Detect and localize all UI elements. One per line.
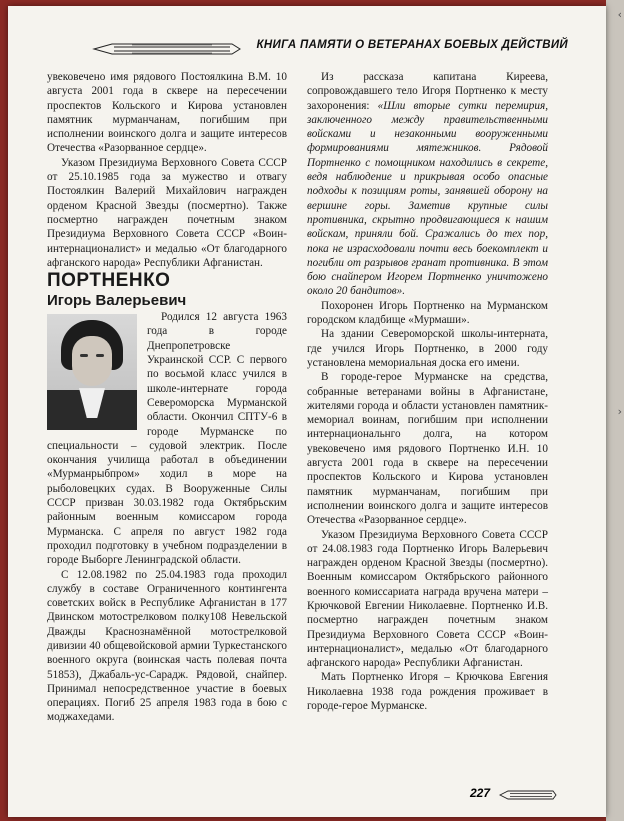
paragraph: С 12.08.1982 по 25.04.1983 года проходил службу в составе Ограниченного контингента советских войск в Республике Афганистан в 177 Двинском мотострелковом полку108 Невельской Дважды Краснознамённой мотострелковой дивизии 40 общевойсковой армии Туркестанского военного округа (воинская часть полевая почта 51853), Джабаль-ус-Сарадж. Рядовой, снайпер. Принимал непосредственное участие в боевых операциях. Погиб 25 апреля 1983 года в бою с моджахедами. xyxy=(47,568,287,724)
chevron-right-icon[interactable]: › xyxy=(617,405,622,418)
paragraph: Похоронен Игорь Портненко на Мурманском городском кладбище «Мурмаши». xyxy=(307,299,548,327)
paragraph: Указом Президиума Верховного Совета СССР от 24.08.1983 года Портненко Игорь Валерьевич награжден орденом Красной Звезды (посмертно). Военным комиссаром Октябрьского районного военного комиссариата награда вручена матери – Крючковой Евгении Николаевне. Портненко И.В. посмертно награжден почетным знаком Президиума Верховного Совета СССР «Воин-интернационалист», медалью «От благодарного афганского народа» Республики Афганистан. xyxy=(307,528,548,670)
page-number: 227 xyxy=(470,786,491,800)
quote-text: «Шли вторые сутки перемирия, заключенного между правительственными войсками и незаконными вооруженными формированиями мятежников. Рядовой Портненко с помощником находились в секрете, ведя наблюдение и прикрывая особо опасные подходы к позициям роты, занявшей оборону на вершине горы. Заметив крупные силы противника, скрытно продвигающиеся к нашим войскам, приняли бой. Сражались до тех пор, пока не израсходовали почти весь боекомплект и погибли от разрывов гранат противника. В этом бою снайпером Игорем Портненко уничтожено около 20 бандитов». xyxy=(307,99,548,298)
paragraph xyxy=(307,70,548,299)
quote-intro: Из рассказа капитана Киреева, сопровождавшего тело Игоря Портненко к месту захоронения: xyxy=(307,71,548,112)
portrait-photo xyxy=(47,314,137,430)
right-column xyxy=(307,70,548,713)
person-surname: ПОРТНЕНКО xyxy=(47,270,171,292)
paragraph: увековечено имя рядового Постоялкина В.М. 10 августа 2001 года в сквере на пересечении проспектов Кольского и Кирова установлен памятник мурманчанам, погибшим при исполнении воинского долга и защите интересов Отечества «Разорванное сердце». xyxy=(47,71,287,155)
wings-ornament-icon xyxy=(92,42,242,56)
page-footer xyxy=(470,786,570,804)
paragraph: Родился 12 августа 1963 года в городе Днепропетровске Украинской ССР. С первого по восьмой класс учился в школе-интернате города Североморска Мурманской области. Окончил СПТУ-6 в городе Мурманске по специальности – судовой электрик. После окончания училища работал в объединении «Мурманрыбпром» ходил в море на рыболовецких судах. В Вооруженные Силы СССР призван 30.03.1982 года Октябрьским районным военным комиссаром города Мурманска. С апреля по август 1982 года проходил подготовку в учебном подразделении в городе Выборге Ленинградской области. xyxy=(47,311,287,567)
page-header xyxy=(78,38,568,58)
chevron-up-icon[interactable]: ‹ xyxy=(617,8,622,21)
book-title: КНИГА ПАМЯТИ О ВЕТЕРАНАХ БОЕВЫХ ДЕЙСТВИЙ xyxy=(256,39,568,51)
paragraph: Мать Портненко Игоря – Крючкова Евгения Николаевна 1938 года рождения проживает в городе-герое Мурманске. xyxy=(307,671,548,713)
person-given-name: Игорь Валерьевич xyxy=(47,292,187,310)
left-column xyxy=(47,70,287,725)
wings-ornament-icon xyxy=(498,789,558,801)
side-scrollbar[interactable] xyxy=(606,0,624,821)
paragraph: В городе-герое Мурманске на средства, собранные ветеранами войны в Афганистане, жителями города и области установлен памятник-мемориал воинам, погибшим при исполнении интернациональнго долга, на котором увековечено имя рядового Портненко И.Н. 10 августа 2001 года в сквере на пересечении проспектов Кольского и Кирова установлен памятник мурманчанам, погибшим при исполнении воинского долга и защите интересов Отечества «Разорванное сердце». xyxy=(307,371,548,527)
paragraph: Указом Президиума Верховного Совета СССР от 25.10.1985 года за мужество и отвагу Постоялкин Валерий Михайлович награжден орденом Красной Звезды (посмертно). Также посмертно награжден почетным знаком Президиума Верховного Совета СССР «Воин-интернационалист» и медалью «От благодарного афганского народа» Республики Афганистан. xyxy=(47,156,287,269)
paragraph: На здании Североморской школы-интерната, где учился Игорь Портненко, в 2000 году установлена мемориальная доска его имени. xyxy=(307,328,548,369)
